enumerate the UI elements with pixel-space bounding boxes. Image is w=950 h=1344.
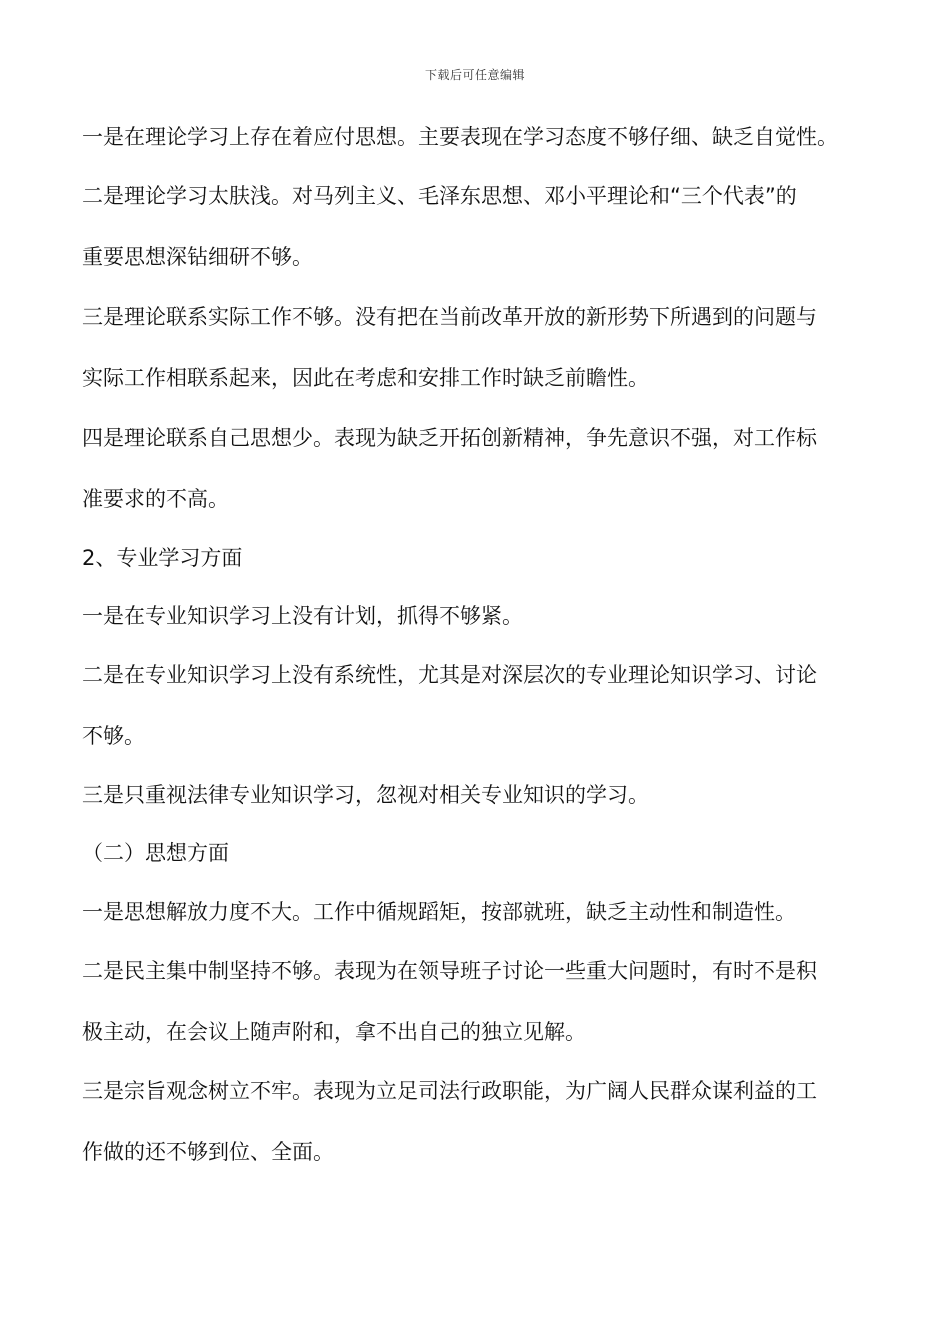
paragraph-line: 一是在理论学习上存在着应付思想。主要表现在学习态度不够仔细、缺乏自觉性。 [82, 125, 838, 149]
paragraph-line: 实际工作相联系起来，因此在考虑和安排工作时缺乏前瞻性。 [82, 366, 649, 390]
paragraph-line: 不够。 [82, 724, 145, 748]
paragraph-line: 一是思想解放力度不大。工作中循规蹈矩，按部就班，缺乏主动性和制造性。 [82, 900, 796, 924]
paragraph-line: 重要思想深钻细研不够。 [82, 245, 313, 269]
page-header-note: 下载后可任意编辑 [424, 68, 525, 82]
paragraph-line: 二是民主集中制坚持不够。表现为在领导班子讨论一些重大问题时，有时不是积 [82, 959, 817, 983]
paragraph-line: 准要求的不高。 [82, 487, 229, 511]
paragraph-line: 二是理论学习太肤浅。对马列主义、毛泽东思想、邓小平理论和“三个代表”的 [82, 184, 797, 208]
section-heading: （二）思想方面 [82, 841, 229, 865]
paragraph-line: 三是宗旨观念树立不牢。表现为立足司法行政职能，为广阔人民群众谋利益的工 [82, 1079, 817, 1103]
paragraph-line: 三是只重视法律专业知识学习，忽视对相关专业知识的学习。 [82, 783, 649, 807]
paragraph-line: 三是理论联系实际工作不够。没有把在当前改革开放的新形势下所遇到的问题与 [82, 305, 817, 329]
paragraph-line: 二是在专业知识学习上没有系统性，尤其是对深层次的专业理论知识学习、讨论 [82, 663, 817, 687]
paragraph-line: 一是在专业知识学习上没有计划，抓得不够紧。 [82, 604, 523, 628]
paragraph-line: 四是理论联系自己思想少。表现为缺乏开拓创新精神，争先意识不强，对工作标 [82, 426, 817, 450]
section-heading: 2、专业学习方面 [82, 546, 243, 570]
paragraph-line: 极主动，在会议上随声附和，拿不出自己的独立见解。 [82, 1020, 586, 1044]
paragraph-line: 作做的还不够到位、全面。 [82, 1140, 334, 1164]
